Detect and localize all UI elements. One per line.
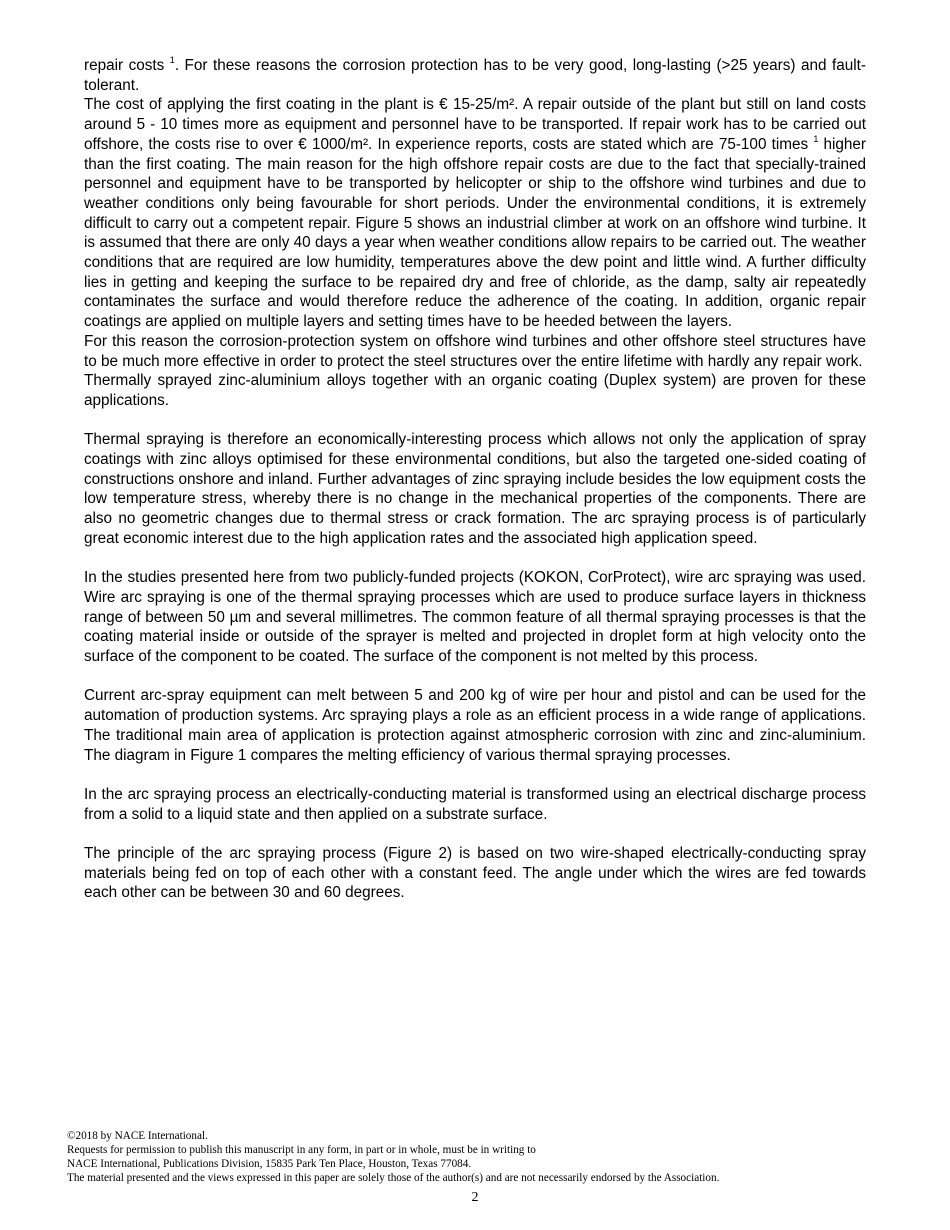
footer-disclaimer: The material presented and the views expressed in this paper are solely those of the author(s) and are not necessarily endorsed by the Association.: [67, 1172, 720, 1184]
paragraph-thermal-spraying: Thermal spraying is therefore an economically-interesting process which allows not only the application of spray coatings with zinc alloys optimised for these environmental conditions, but also the targeted one-sided coating of constructions onshore and inland. Further advantages of zinc spraying include besides the low equipment costs the low temperature stress, whereby there is no change in the mechanical properties of the components. There are also no geometric changes due to thermal stress or crack formation. The arc spraying process is of particularly great economic interest due to the high application rates and the associated high application speed.: [84, 431, 866, 547]
paragraph-text: The cost of applying the first coating in the plant is € 15-25/m². A repair outside of the plant but still on land costs around 5 - 10 times more as equipment and personnel have to be transported. If repair work has to be carried out offshore, the costs rise to over € 1000/m². In experience reports, costs are stated which are 75-100 times: [84, 96, 866, 153]
page-number: 2: [471, 1190, 479, 1205]
paragraph-repair-costs: [84, 56, 866, 95]
paragraph-text: repair costs: [84, 57, 170, 74]
paper-body: [84, 56, 866, 903]
paragraph-text: higher than the first coating. The main reason for the high offshore repair costs are due to the fact that specially-trained personnel and equipment have to be transported by helicopter or ship to the offshore wind turbines and due to weather conditions only being favourable for short periods. Under the environmental conditions, it is extremely difficult to carry out a competent repair. Figure 5 shows an industrial climber at work on an offshore wind turbine. It is assumed that there are only 40 days a year when weather conditions allow repairs to be carried out. The weather conditions that are required are low humidity, temperatures above the dew point and little wind. A further difficulty lies in getting and keeping the surface to be repaired dry and free of chloride, as the damp, salty air repeatedly contaminates the surface and would therefore reduce the adherence of the coating. In addition, organic repair coatings are applied on multiple layers and setting times have to be heeded between the layers.: [84, 135, 867, 331]
paragraph-coating-cost: [84, 95, 866, 331]
citation-superscript: 1: [813, 133, 819, 144]
page-footer: [67, 1129, 887, 1185]
citation-superscript: 1: [169, 54, 175, 65]
paragraph-corrosion-system: For this reason the corrosion-protection system on offshore wind turbines and other offshore steel structures have to be much more effective in order to protect the steel structures over the entire lifetime with hardly any repair work.: [84, 332, 866, 370]
paragraph-duplex-system: Thermally sprayed zinc-aluminium alloys together with an organic coating (Duplex system) are proven for these applications.: [84, 372, 866, 409]
paragraph-arc-spray-equipment: Current arc-spray equipment can melt between 5 and 200 kg of wire per hour and pistol and can be used for the automation of production systems. Arc spraying plays a role as an efficient process in a wide range of applications. The traditional main area of application is protection against atmospheric corrosion with zinc and zinc-aluminium. The diagram in Figure 1 compares the melting efficiency of various thermal spraying processes.: [84, 687, 866, 764]
footer-address: NACE International, Publications Division, 15835 Park Ten Place, Houston, Texas 77084.: [67, 1158, 472, 1170]
paragraph-arc-principle: The principle of the arc spraying process (Figure 2) is based on two wire-shaped electrically-conducting spray materials being fed on top of each other with a constant feed. The angle under which the wires are fed towards each other can be between 30 and 60 degrees.: [84, 845, 866, 902]
paragraph-studies: In the studies presented here from two publicly-funded projects (KOKON, CorProtect), wire arc spraying was used. Wire arc spraying is one of the thermal spraying processes which are used to produce surface layers in thickness range of between 50 µm and several millimetres. The common feature of all thermal spraying processes is that the coating material inside or outside of the sprayer is melted and projected in droplet form at high velocity onto the surface of the component to be coated. The surface of the component is not melted by this process.: [84, 569, 866, 666]
paragraph-text: . For these reasons the corrosion protection has to be very good, long-lasting (>25 years) and fault-tolerant.: [84, 57, 866, 94]
footer-copyright: ©2018 by NACE International.: [67, 1130, 208, 1142]
footer-permission: Requests for permission to publish this manuscript in any form, in part or in whole, must be in writing to: [67, 1144, 536, 1156]
paragraph-arc-process: In the arc spraying process an electrically-conducting material is transformed using an electrical discharge process from a solid to a liquid state and then applied on a substrate surface.: [84, 785, 866, 823]
